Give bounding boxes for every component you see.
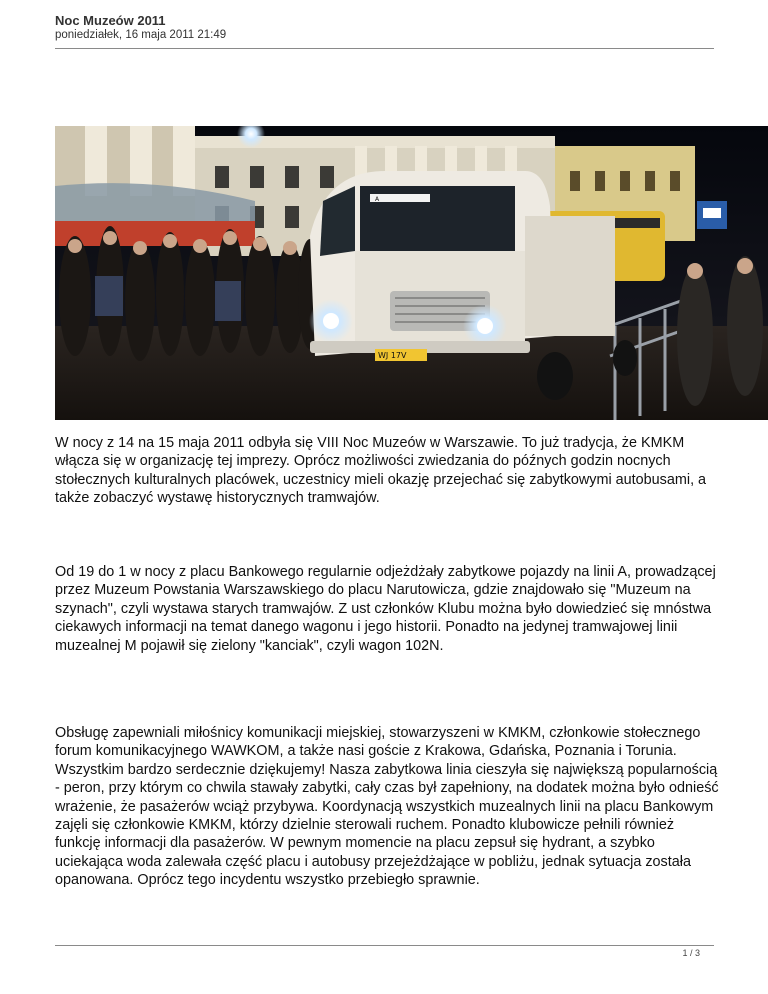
page-number: 1 / 3 xyxy=(682,948,700,958)
document-title: Noc Muzeów 2011 xyxy=(55,13,166,28)
paragraph-3: Obsługę zapewniali miłośnicy komunikacji miejskiej, stowarzyszeni w KMKM, członkowie stołecznego forum komunikacyjnego WAWKOM, a także nasi goście z Krakowa, Gdańska, Poznania i Torunia. Wszystkim bardzo serdecznie dziękujemy! Nasza zabytkowa linia cieszyła się największą popularnością - peron, przy którym co chwila stawały zabytki, cały czas był zapełniony, na dodatek można było odnieść wrażenie, że pasażerów wciąż przybywa. Koordynacją wszystkich muzealnych linii na placu Bankowym zajęli się członkowie KMKM, którzy dzielnie sterowali ruchem. Ponadto klubowicze pełnili również funkcję informacji dla pasażerów. W pewnym momencie na placu zepsuł się hydrant, a szybko uciekająca woda zalewała część placu i autobusy przejeżdżające w pobliżu, jednak sytuacja została opanowana. Oprócz tego incydentu wszystko przebiegło sprawnie. xyxy=(55,725,719,889)
bus-plate: WJ 17V xyxy=(378,351,407,360)
paragraph-2: Od 19 do 1 w nocy z placu Bankowego regularnie odjeżdżały zabytkowe pojazdy na linii A, prowadzącej przez Muzeum Powstania Warszawskiego do placu Narutowicza, gdzie znajdowało się "Muzeum na szynach", czyli wystawa starych tramwajów. Z ust członków Klubu można było dowiedzieć się mnóstwa ciekawych informacji na temat danego wagonu i jego historii. Ponadto na jedynej tramwajowej linii muzealnej M pojawił się zielony "kanciak", czyli wagon 102N. xyxy=(55,564,716,654)
museum-night-bus-photo xyxy=(55,126,768,420)
bus-destination-sign: A xyxy=(375,196,380,203)
header-divider xyxy=(55,48,714,49)
footer-divider xyxy=(55,945,714,946)
paragraph-1: W nocy z 14 na 15 maja 2011 odbyła się VIII Noc Muzeów w Warszawie. To już tradycja, że KMKM włącza się w organizację tej imprezy. Oprócz możliwości zwiedzania do późnych godzin nocnych stołecznych kulturalnych placówek, uczestnicy mieli okazję przejechać się zabytkowymi autobusami, a także zobaczyć wystawę historycznych tramwajów. xyxy=(55,435,707,507)
document-date: poniedziałek, 16 maja 2011 21:49 xyxy=(55,29,227,41)
